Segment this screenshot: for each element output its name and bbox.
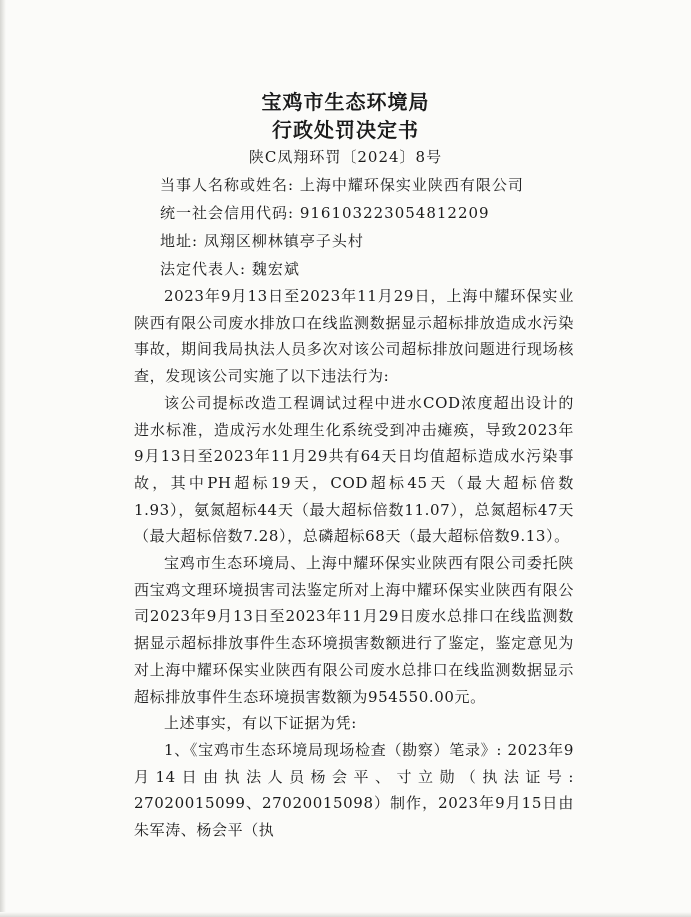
address: 地址: 凤翔区柳林镇亭子头村 (160, 232, 364, 250)
credit-code: 统一社会信用代码: 916103223054812209 (160, 204, 490, 222)
document-title: 行政处罚决定书 (272, 118, 419, 142)
document-number: 陕C凤翔环罚〔2024〕8号 (248, 148, 443, 166)
party-name: 当事人名称或姓名: 上海中耀环保实业陕西有限公司 (160, 176, 524, 194)
agency-title: 宝鸡市生态环境局 (261, 90, 430, 114)
legal-representative: 法定代表人: 魏宏斌 (160, 260, 300, 278)
paragraph-appraisal: 宝鸡市生态环境局、上海中耀环保实业陕西有限公司委托陕西宝鸡文理环境损害司法鉴定所对上海中耀环保实业陕西有限公司2023年9月13日至2023年11月29日废水总排口在线监测数据显示超标排放事件生态环境损害数额进行了鉴定，鉴定意见为对上海中耀环保实业陕西有限公司废水总排口在线监测数据显示超标排放事件生态环境损害数额为954550.00元。 (134, 554, 574, 706)
paragraph-incident: 2023年9月13日至2023年11月29日，上海中耀环保实业陕西有限公司废水排放口在线监测数据显示超标排放造成水污染事故，期间我局执法人员多次对该公司超标排放问题进行现场核查，发现该公司实施了以下违法行为: (134, 287, 574, 386)
document-body (134, 283, 574, 844)
paragraph-evidence-intro: 上述事实，有以下证据为凭: (164, 714, 357, 733)
page-shadow-bottom (0, 912, 691, 917)
paragraph-violation: 该公司提标改造工程调试过程中进水COD浓度超出设计的进水标准，造成污水处理生化系统受到冲击瘫痪，导致2023年9月13日至2023年11月29共有64天日均值超标造成水污染事故，其中PH超标19天，COD超标45天（最大超标倍数1.93），氨氮超标44天（最大超标倍数11.07），总氮超标47天（最大超标倍数7.28），总磷超标68天（最大超标倍数9.13）。 (134, 393, 574, 546)
paragraph-evidence-1: 1、《宝鸡市生态环境局现场检查（勘察）笔录》: 2023年9月14日由执法人员杨会平、寸立勋（执法证号: 27020015099、27020015098）制作，2023年9月15日由朱军涛、杨会平（执 (134, 740, 574, 840)
